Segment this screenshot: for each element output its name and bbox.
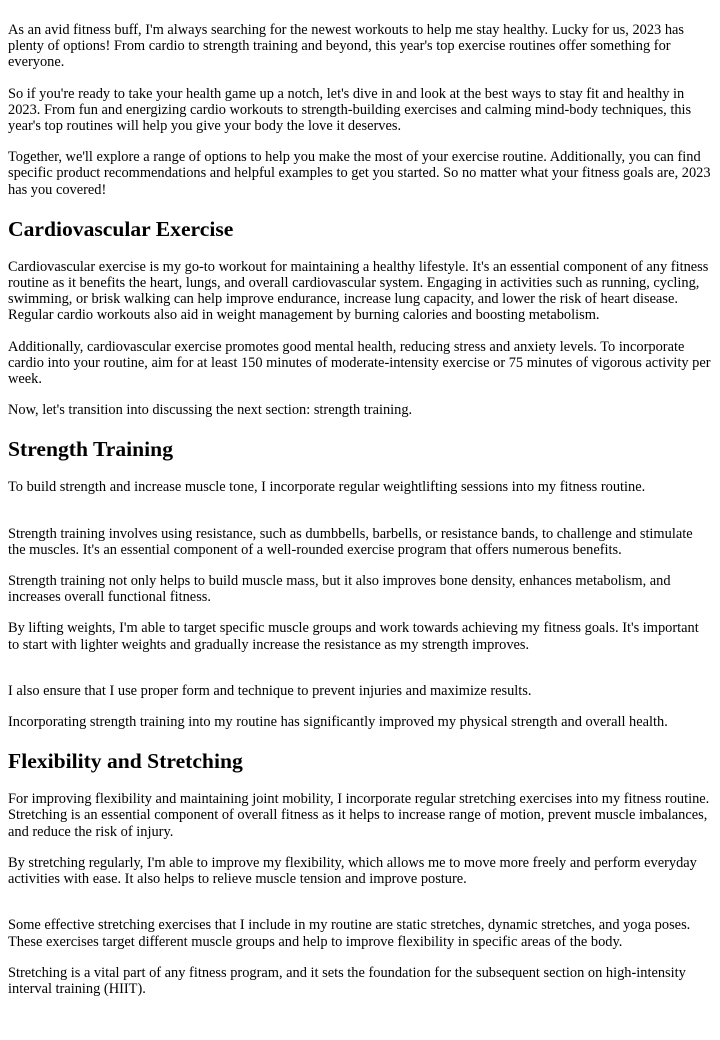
strength-paragraph: Strength training not only helps to build muscle mass, but it also improves bone density, enhances metabolism, and increases overall functional fitness. bbox=[8, 573, 671, 606]
flexibility-paragraph: Some effective stretching exercises that I include in my routine are static stretches, dynamic stretches, and yoga poses. These exercises target different muscle groups and help to improve flexibility in specific areas of the body. bbox=[8, 917, 691, 950]
cardio-paragraph: Now, let's transition into discussing the next section: strength training. bbox=[8, 402, 413, 419]
flexibility-paragraph: By stretching regularly, I'm able to improve my flexibility, which allows me to move more freely and perform everyday activities with ease. It also helps to relieve muscle tension and improve posture. bbox=[8, 854, 697, 888]
intro-paragraph: As an avid fitness buff, I'm always searching for the newest workouts to help me stay healthy. Lucky for us, 2023 has plenty of options! From cardio to strength training and beyond, this year's top exercise routines offer something for everyone. bbox=[8, 22, 685, 71]
section-heading-cardio: Cardiovascular Exercise bbox=[8, 216, 234, 241]
flexibility-paragraph: Stretching is a vital part of any fitness program, and it sets the foundation for the subsequent section on high-intensity interval training (HIIT). bbox=[8, 964, 686, 997]
cardio-paragraph: Cardiovascular exercise is my go-to workout for maintaining a healthy lifestyle. It's an essential component of any fitness routine as it benefits the heart, lungs, and overall cardiovascular system. Engaging in activities such as running, cycling, swimming, or brisk walking can help improve endurance, increase lung capacity, and lower the risk of heart disease. Regular cardio workouts also aid in weight management by burning calories and boosting metabolism. bbox=[8, 258, 709, 324]
strength-paragraph: Incorporating strength training into my routine has significantly improved my physical strength and overall health. bbox=[8, 714, 668, 731]
strength-paragraph: I also ensure that I use proper form and technique to prevent injuries and maximize results. bbox=[8, 682, 532, 699]
intro-paragraph: Together, we'll explore a range of options to help you make the most of your exercise routine. Additionally, you can find specific product recommendations and helpful examples to get you started. So no matter what your fitness goals are, 2023 has you covered! bbox=[8, 149, 711, 198]
section-heading-strength: Strength Training bbox=[8, 437, 173, 462]
flexibility-paragraph: For improving flexibility and maintaining joint mobility, I incorporate regular stretching exercises into my fitness routine. Stretching is an essential component of overall fitness as it helps to increase range of motion, prevent muscle imbalances, and reduce the risk of injury. bbox=[8, 791, 710, 840]
intro-paragraph: So if you're ready to take your health game up a notch, let's dive in and look at the best ways to stay fit and healthy in 2023. From fun and energizing cardio workouts to strength-building exercises and calming mind-body techniques, this year's top routines will help you give your body the love it deserves. bbox=[8, 85, 692, 135]
article bbox=[0, 22, 720, 997]
cardio-paragraph: Additionally, cardiovascular exercise promotes good mental health, reducing stress and anxiety levels. To incorporate cardio into your routine, aim for at least 150 minutes of moderate-intensity exercise or 75 minutes of vigorous activity per week. bbox=[8, 338, 711, 388]
strength-paragraph: Strength training involves using resistance, such as dumbbells, barbells, or resistance bands, to challenge and stimulate the muscles. It's an essential component of a well-rounded exercise program that offers numerous benefits. bbox=[8, 525, 693, 558]
strength-paragraph: By lifting weights, I'm able to target specific muscle groups and work towards achieving my fitness goals. It's important to start with lighter weights and gradually increase the resistance as my strength improves. bbox=[8, 620, 699, 653]
strength-paragraph: To build strength and increase muscle tone, I incorporate regular weightlifting sessions into my fitness routine. bbox=[8, 479, 646, 496]
section-heading-flexibility: Flexibility and Stretching bbox=[8, 749, 243, 774]
